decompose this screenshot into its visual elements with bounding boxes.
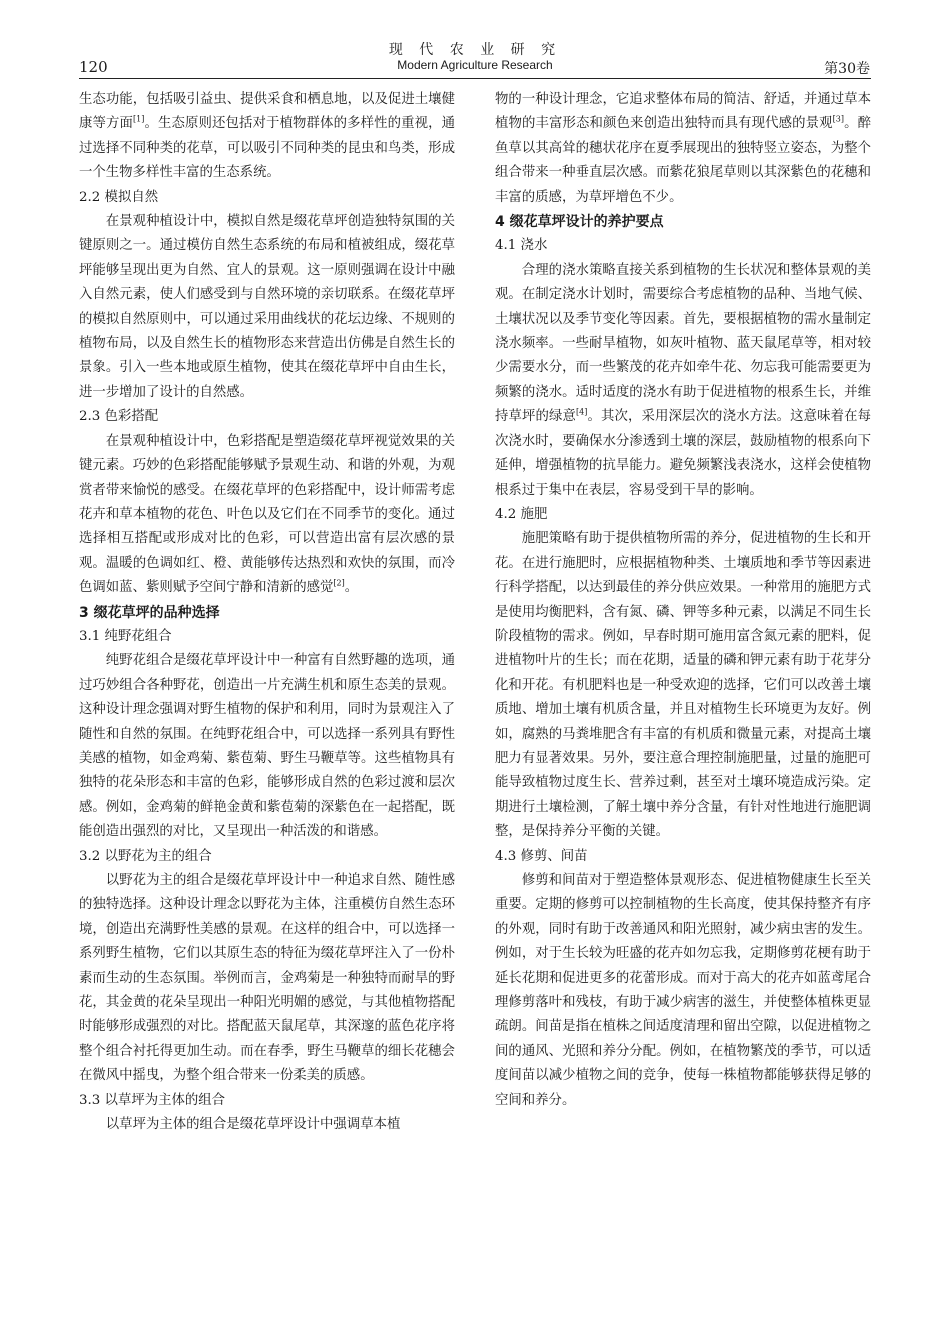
section-heading-3: 3 缀花草坪的品种选择	[79, 604, 220, 621]
section-heading-3-3: 3.3 以草坪为主体的组合	[79, 1092, 226, 1108]
page-number: 120	[79, 58, 108, 76]
paragraph: 合理的浇水策略直接关系到植物的生长状况和整体景观的美观。在制定浇水计划时，需要综合考虑植物的品种、当地气候、土壤状况以及季节变化等因素。首先，要根据植物的需水量制定浇水频率。一些耐旱植物，如灰叶植物、蓝天鼠尾草等，相对较少需要水分，而一些繁茂的花卉如牵牛花、勿忘我可能需要更为频繁的浇水。适时适度的浇水有助于促进植物的根系生长，并维持草坪的绿意[4]。其次，采用深层次的浇水方法。这意味着在每次浇水时，要确保水分渗透到土壤的深层，鼓励植物的根系向下延伸，增强植物的抗旱能力。避免频繁浅表浇水，这样会使植物根系过于集中在表层，容易受到干旱的影响。	[495, 262, 871, 498]
paragraph: 修剪和间苗对于塑造整体景观形态、促进植物健康生长至关重要。定期的修剪可以控制植物的生长高度，使其保持整齐有序的外观，同时有助于改善通风和阳光照射，减少病虫害的发生。例如，对于生长较为旺盛的花卉如勿忘我，定期修剪花梗有助于延长花期和促进更多的花蕾形成。而对于高大的花卉如蓝鸢尾合理修剪落叶和残枝，有助于减少病害的滋生，并使整体植株更显疏朗。间苗是指在植株之间适度清理和留出空隙，以促进植物之间的通风、光照和养分分配。例如，在植物繁茂的季节，可以适度间苗以减少植物之间的竞争，使每一株植物都能够获得足够的空间和养分。	[495, 873, 871, 1108]
paragraph: 纯野花组合是缀花草坪设计中一种富有自然野趣的选项，通过巧妙组合各种野花，创造出一片充满生机和原生态美的景观。这种设计理念强调对野生植物的保护和利用，同时为景观注入了随性和自然的氛围。在纯野花组合中，可以选择一系列具有野性美感的植物，如金鸡菊、紫苞菊、野生马鞭草等。这些植物具有独特的花朵形态和丰富的色彩，能够形成自然的色彩过渡和层次感。例如，金鸡菊的鲜艳金黄和紫苞菊的深紫色在一起搭配，既能创造出强烈的对比，又呈现出一种活泼的和谐感。	[79, 653, 455, 840]
citation: [4]	[576, 407, 588, 417]
journal-title-en: Modern Agriculture Research	[397, 58, 553, 72]
section-heading-3-2: 3.2 以野花为主的组合	[79, 848, 212, 864]
right-column	[495, 88, 871, 1258]
paragraph: 在景观种植设计中，模拟自然是缀花草坪创造独特氛围的关键原则之一。通过模仿自然生态系统的布局和植被组成，缀花草坪能够呈现出更为自然、宜人的景观。这一原则强调在设计中融入自然元素，使人们感受到与自然环境的亲切联系。在缀花草坪的模拟自然原则中，可以通过采用曲线状的花坛边缘、不规则的植物布局，以及自然生长的植物形态来营造出仿佛是自然生长的景象。引入一些本地或原生植物，使其在缀花草坪中自由生长，进一步增加了设计的自然感。	[79, 214, 455, 400]
journal-title-cn: 现 代 农 业 研 究	[388, 42, 562, 58]
paragraph: 施肥策略有助于提供植物所需的养分，促进植物的生长和开花。在进行施肥时，应根据植物种类、土壤质地和季节等因素进行科学搭配，以达到最佳的养分供应效果。一种常用的施肥方式是使用均衡肥料，含有氮、磷、钾等多种元素，以满足不同生长阶段植物的需求。例如，早春时期可施用富含氮元素的肥料，促进植物叶片的生长；而在花期，适量的磷和钾元素有助于花芽分化和开花。有机肥料也是一种受欢迎的选择，它们可以改善土壤质地、增加土壤有机质含量，并且对植物生长环境更为友好。例如，腐熟的马粪堆肥含有丰富的有机质和微量元素，对提高土壤肥力有显著效果。另外，要注意合理控制施肥量，过量的施肥可能导致植物过度生长、营养过剩，甚至对土壤环境造成污染。定期进行土壤检测，了解土壤中养分含量，有针对性地进行施肥调整，是保持养分平衡的关键。	[495, 531, 871, 840]
section-heading-4-3: 4.3 修剪、间苗	[495, 848, 588, 864]
citation: [3]	[832, 114, 844, 124]
journal-title	[0, 42, 950, 72]
paragraph-continued: 物的一种设计理念，它追求整体布局的简洁、舒适，并通过草本植物的丰富形态和颜色来创造出独特而具有现代感的景观[3]。醉鱼草以其高耸的穗状花序在夏季展现出的独特竖立姿态，为整个组合带来一种垂直层次感。而紫花狼尾草则以其深紫色的花穗和丰富的质感，为草坪增色不少。	[495, 92, 871, 205]
section-heading-2-3: 2.3 色彩搭配	[79, 409, 159, 425]
paragraph: 在景观种植设计中，色彩搭配是塑造缀花草坪视觉效果的关键元素。巧妙的色彩搭配能够赋予景观生动、和谐的外观，为观赏者带来愉悦的感受。在缀花草坪的色彩搭配中，设计师需考虑花卉和草本植物的花色、叶色以及它们在不同季节的变化。通过选择相互搭配或形成对比的色彩，可以营造出富有层次感的景观。温暖的色调如红、橙、黄能够传达热烈和欢快的氛围，而冷色调如蓝、紫则赋予空间宁静和清新的感觉[2]。	[79, 433, 455, 596]
section-heading-4: 4 缀花草坪设计的养护要点	[495, 214, 664, 231]
section-heading-4-1: 4.1 浇水	[495, 238, 548, 254]
volume-number: 第30卷	[824, 61, 870, 77]
section-heading-2-2: 2.2 模拟自然	[79, 189, 159, 205]
section-heading-4-2: 4.2 施肥	[495, 506, 548, 522]
section-heading-3-1: 3.1 纯野花组合	[79, 628, 172, 644]
header-rule	[79, 78, 871, 79]
citation: [2]	[333, 578, 345, 588]
paragraph-continued: 生态功能，包括吸引益虫、提供采食和栖息地，以及促进土壤健康等方面[1]。生态原则还包括对于植物群体的多样性的重视，通过选择不同种类的花草，可以吸引不同种类的昆虫和鸟类，形成一个生物多样性丰富的生态系统。	[79, 92, 455, 181]
left-column	[79, 88, 455, 1258]
paragraph: 以草坪为主体的组合是缀花草坪设计中强调草本植	[105, 1117, 401, 1133]
paragraph: 以野花为主的组合是缀花草坪设计中一种追求自然、随性感的独特选择。这种设计理念以野花为主体，注重模仿自然生态环境，创造出充满野性美感的景观。在这样的组合中，可以选择一系列野生植物，它们以其原生态的特征为缀花草坪注入了一份朴素而生动的生态氛围。举例而言，金鸡菊是一种独特而耐旱的野花，其金黄的花朵呈现出一种阳光明媚的感觉，与其他植物搭配时能够形成强烈的对比。搭配蓝天鼠尾草，其深邃的蓝色花序将整个组合衬托得更加生动。而在春季，野生马鞭草的细长花穗会在微风中摇曳，为整个组合带来一份柔美的质感。	[79, 873, 455, 1084]
citation: [1]	[133, 114, 145, 124]
